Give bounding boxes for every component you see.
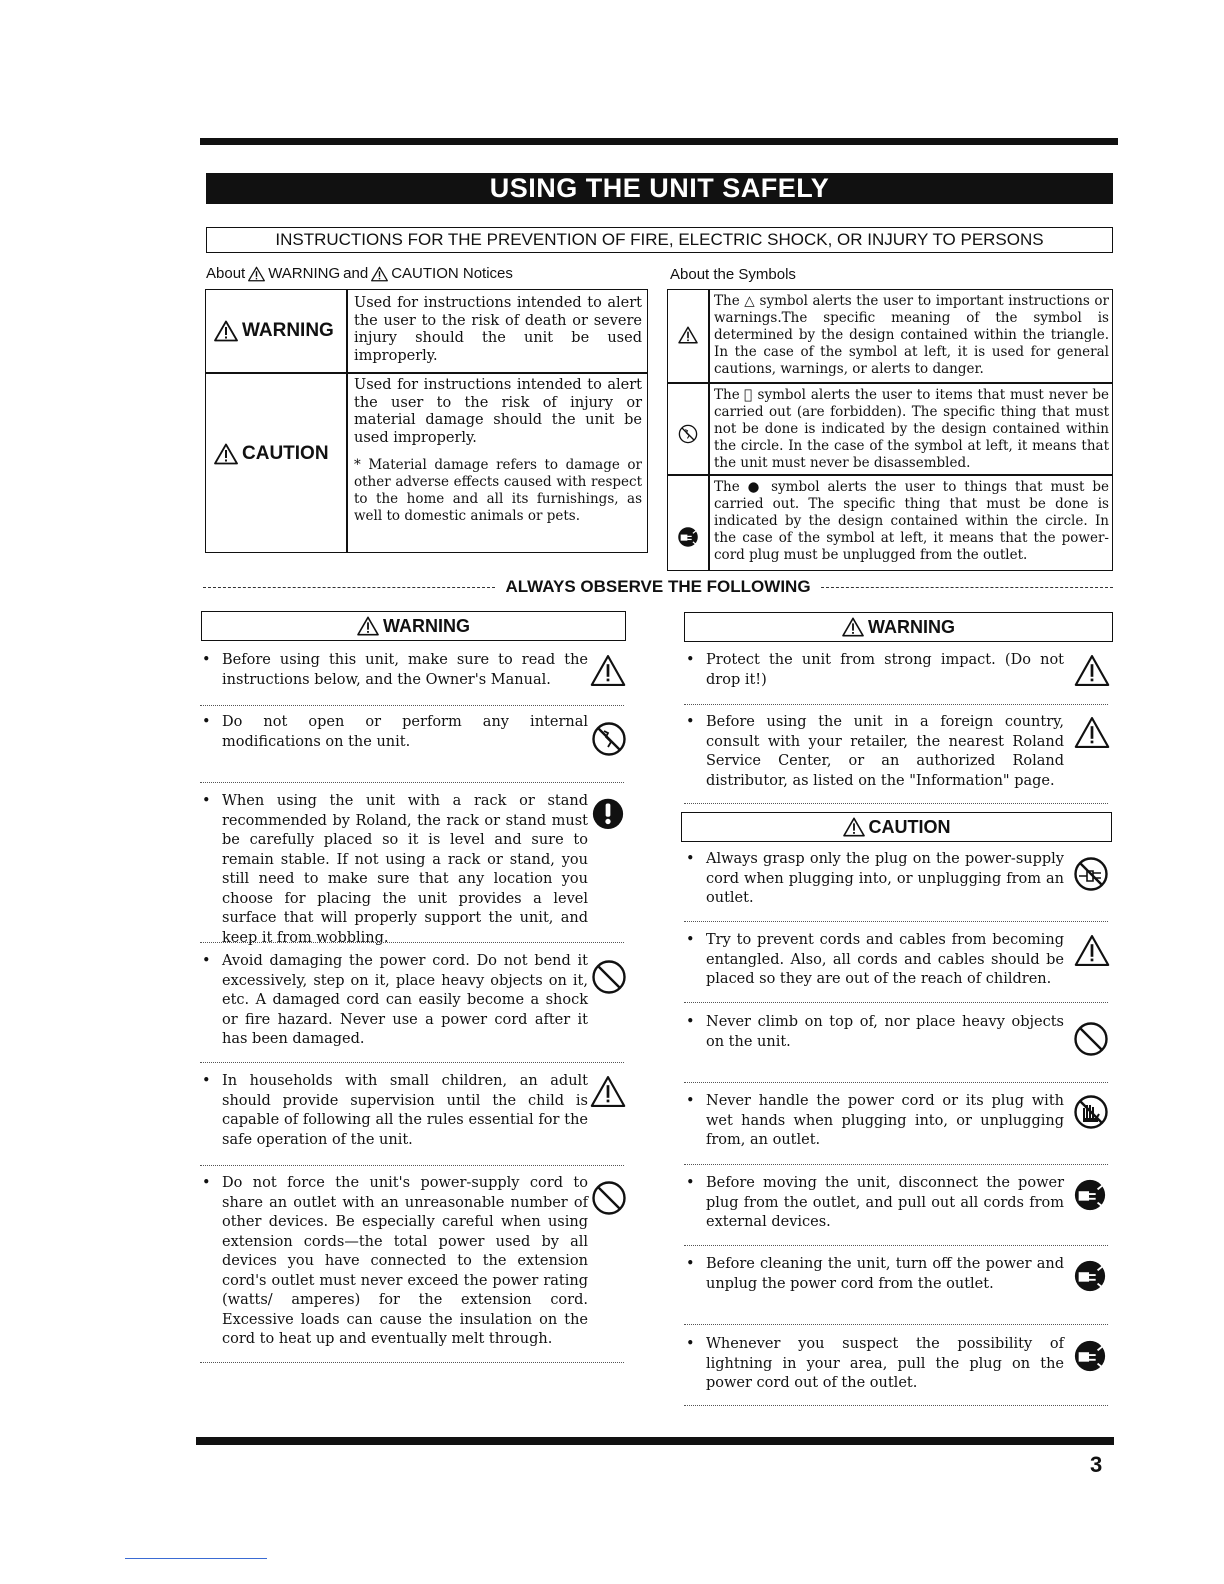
mandatory-icon [591, 792, 625, 832]
notices-heading-warning: WARNING [268, 265, 341, 282]
observe-banner [203, 577, 1113, 597]
right-caution-header [681, 812, 1112, 842]
list-item: • Whenever you suspect the possibility of lightning in your area, pull the plug on the power cord out of the outlet. [684, 1335, 1114, 1394]
top-rule [200, 138, 1118, 145]
prohibit-icon [591, 959, 627, 995]
alert-triangle-icon [1074, 654, 1110, 687]
divider [684, 1002, 1108, 1003]
alert-triangle-icon [214, 443, 238, 465]
list-item: • In households with small children, an adult should provide supervision until the child is capable of following all the rules essential for the safe operation of the unit. [200, 1072, 630, 1150]
alert-triangle-icon [590, 654, 626, 687]
right-warning-header-text: WARNING [868, 616, 955, 637]
alert-triangle-icon [248, 266, 265, 282]
left-warning-header [201, 611, 626, 641]
notices-heading-and: and [343, 265, 369, 282]
caution-description: Used for instructions intended to alert the user to the risk of injury or material damage should the unit be used improperly. [354, 377, 642, 446]
prohibit-icon [591, 1180, 627, 1216]
list-item: • Try to prevent cords and cables from becoming entangled. Also, all cords and cables should be placed so they are out of the reach of children. [684, 931, 1114, 990]
no-disassemble-icon [678, 424, 698, 444]
alert-triangle-icon [214, 320, 238, 342]
divider [684, 1082, 1108, 1083]
prohibit-symbol-text: The ⃠ symbol alerts the user to items that must never be carried out (are forbidden). The specific thing that must not be done is indicated by the design contained within the circle. In the case of the symbol at left, it means that the unit must never be disassembled. [714, 387, 1109, 471]
right-caution-header-text: CAUTION [868, 816, 951, 837]
divider [684, 1164, 1108, 1165]
observe-heading: ALWAYS OBSERVE THE FOLLOWING [505, 577, 811, 596]
page-number: 3 [1090, 1452, 1103, 1477]
caution-note: * Material damage refers to damage or other adverse effects caused with respect to the home and all its furnishings, as well to domestic animals or pets. [354, 457, 642, 524]
list-item: • Before using this unit, make sure to read the instructions below, and the Owner's Manual. [200, 651, 630, 690]
list-item: • Never climb on top of, nor place heavy objects on the unit. [684, 1013, 1114, 1052]
divider [200, 705, 624, 706]
divider [684, 1324, 1108, 1325]
warning-description: Used for instructions intended to alert the user to the risk of death or severe injury should the unit be used improperly. [354, 295, 642, 364]
list-item: • Do not force the unit's power-supply cord to share an outlet with an unreasonable number of other devices. Be especially careful when using extension cords—the total power used by all devices you have connected to the extension cord's outlet must never exceed the power rating (watts/ amperes) for the extension cord. Excessive loads can cause the insulation on the cord to heat up and eventually melt through. [200, 1174, 630, 1350]
notices-heading [206, 265, 513, 282]
no-pull-cord-icon [1073, 856, 1109, 892]
caution-label-text: CAUTION [242, 443, 329, 464]
warning-label-text: WARNING [242, 320, 334, 341]
divider [200, 1165, 624, 1166]
list-item: • Before cleaning the unit, turn off the power and unplug the power cord from the outlet. [684, 1255, 1114, 1294]
divider [684, 921, 1108, 922]
symbols-heading: About the Symbols [670, 266, 796, 283]
list-item: • Never handle the power cord or its plug with wet hands when plugging into, or unplugging from, an outlet. [684, 1092, 1114, 1151]
unplug-icon [677, 526, 699, 548]
prohibit-icon [1073, 1021, 1109, 1057]
alert-triangle-icon [590, 1075, 626, 1108]
divider [200, 1062, 624, 1063]
alert-triangle-icon [843, 817, 865, 837]
list-item: • Before using the unit in a foreign country, consult with your retailer, the nearest Roland Service Center, or an authorized Roland distributor, as listed on the "Information" page. [684, 713, 1114, 791]
alert-triangle-icon [842, 617, 864, 637]
warning-label [214, 320, 334, 342]
list-item: • Protect the unit from strong impact. (Do not drop it!) [684, 651, 1114, 690]
footer-line [125, 1558, 267, 1559]
alert-triangle-icon [357, 616, 379, 636]
right-warning-header [684, 612, 1113, 642]
list-item: • When using the unit with a rack or stand recommended by Roland, the rack or stand must be carefully placed so it is level and sure to remain stable. If not using a rack or stand, you still need to make sure that any location you choose for placing the unit provides a level surface that will properly support the unit, and keep it from wobbling. [200, 792, 630, 948]
notices-heading-caution: CAUTION Notices [391, 265, 513, 282]
divider [684, 1405, 1108, 1406]
bottom-rule [196, 1437, 1114, 1445]
list-item: • Do not open or perform any internal modifications on the unit. [200, 713, 630, 752]
alert-triangle-icon [371, 266, 388, 282]
list-item: • Always grasp only the plug on the power-supply cord when plugging into, or unplugging from an outlet. [684, 850, 1114, 909]
divider [200, 782, 624, 783]
symbols-table [667, 289, 1113, 571]
page-title: USING THE UNIT SAFELY [206, 173, 1113, 204]
unplug-icon [1073, 1259, 1107, 1293]
no-disassemble-icon [591, 721, 627, 757]
divider [684, 1245, 1108, 1246]
alert-triangle-icon [1074, 934, 1110, 967]
alert-triangle-icon [678, 326, 698, 344]
triangle-symbol-text: The △ symbol alerts the user to important instructions or warnings.The specific meaning of the symbol is determined by the design contained within the triangle. In the case of the symbol at left, it is used for general cautions, warnings, or alerts to danger. [714, 293, 1109, 377]
divider [200, 1362, 624, 1363]
mandatory-symbol-text: The ● symbol alerts the user to things that must be carried out. The specific thing that must be done is indicated by the design contained within the circle. In the case of the symbol at left, it means that the power-cord plug must be unplugged from the outlet. [714, 479, 1109, 563]
notices-heading-about: About [206, 265, 246, 282]
section-subtitle: INSTRUCTIONS FOR THE PREVENTION OF FIRE, ELECTRIC SHOCK, OR INJURY TO PERSONS [206, 227, 1113, 253]
no-wet-hands-icon [1073, 1094, 1109, 1130]
unplug-icon [1073, 1178, 1107, 1212]
divider [684, 704, 1108, 705]
unplug-icon [1073, 1339, 1107, 1373]
list-item: • Before moving the unit, disconnect the power plug from the outlet, and pull out all cords from external devices. [684, 1174, 1114, 1233]
left-warning-header-text: WARNING [383, 615, 470, 636]
caution-label [214, 443, 329, 465]
divider [684, 803, 1108, 804]
divider [200, 942, 624, 943]
notices-table [205, 289, 648, 553]
list-item: • Avoid damaging the power cord. Do not bend it excessively, step on it, place heavy objects on it, etc. A damaged cord can easily become a shock or fire hazard. Never use a power cord after it has been damaged. [200, 952, 630, 1050]
alert-triangle-icon [1074, 716, 1110, 749]
